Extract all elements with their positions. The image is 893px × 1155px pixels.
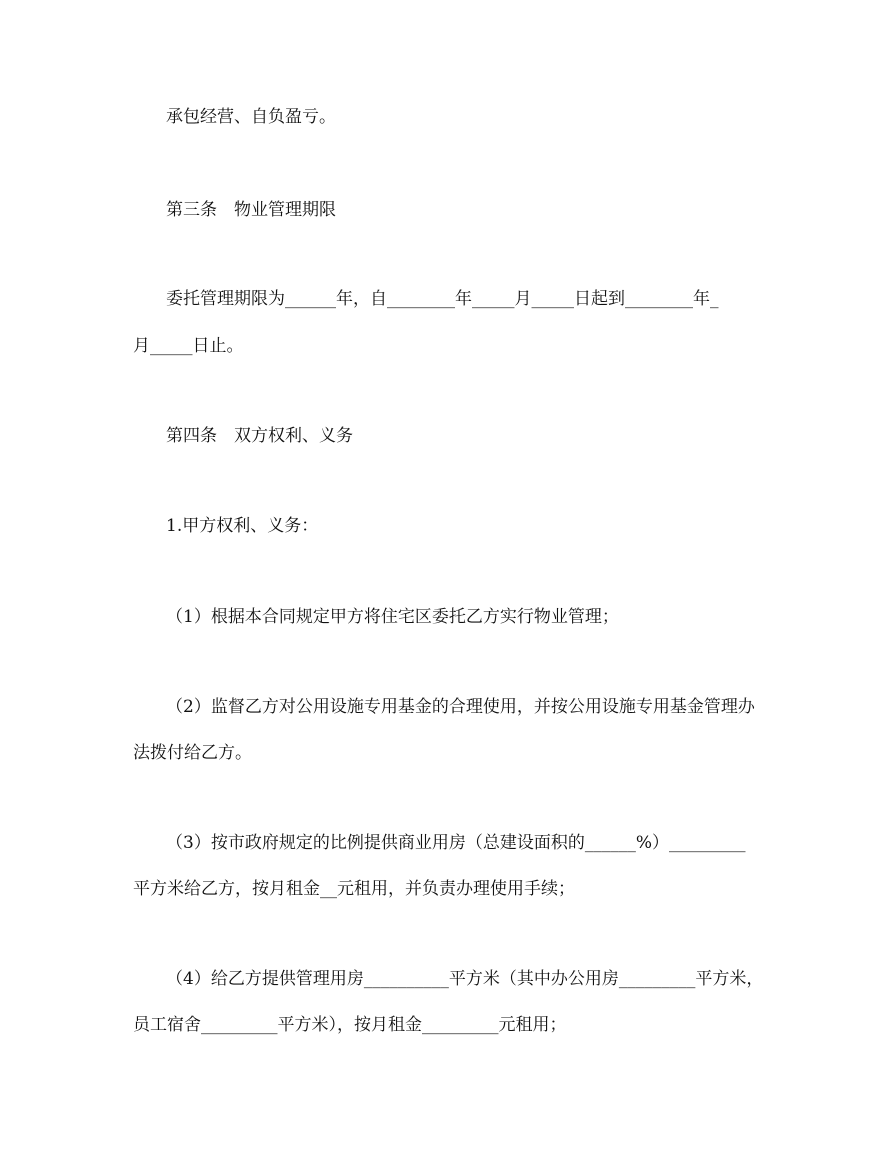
section-1-heading: 1.甲方权利、义务： [166,516,319,536]
clause-3-line-2: 平方米给乙方，按月租金__元租用，并负责办理使用手续； [133,879,575,899]
clause-2-line-1: （2）监督乙方对公用设施专用基金的合理使用，并按公用设施专用基金管理办 [166,697,755,717]
text-line-1: 承包经营、自负盈亏。 [166,107,336,127]
text-line-4: 月_____日止。 [133,336,244,356]
clause-4-line-2: 员工宿舍_________平方米），按月租金_________元租用； [133,1015,567,1035]
article-3-heading: 第三条 物业管理期限 [166,200,336,220]
clause-1: （1）根据本合同规定甲方将住宅区委托乙方实行物业管理； [166,607,619,627]
clause-2-line-2: 法拨付给乙方。 [133,743,252,763]
clause-3-line-1: （3）按市政府规定的比例提供商业用房（总建设面积的______%）_________ [166,833,746,853]
clause-4-line-1: （4）给乙方提供管理用房__________平方米（其中办公用房_________平方米， [166,969,764,989]
article-4-heading: 第四条 双方权利、义务 [166,426,353,446]
text-line-3: 委托管理期限为______年，自________年_____月_____日起到________年_ [166,289,719,309]
